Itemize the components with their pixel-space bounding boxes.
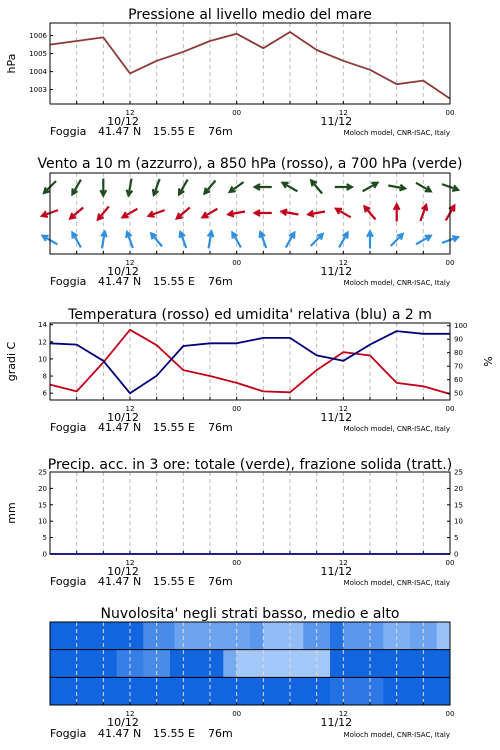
cloud-cell (383, 677, 450, 705)
y-tick-label: 0 (42, 550, 47, 559)
x-tick-label: 00 (445, 259, 455, 267)
y-tick-label-right: 80 (454, 349, 463, 358)
x-tick-label: 00 (232, 405, 242, 413)
location-elev: 76m (208, 125, 233, 138)
x-tick-label: 00 (445, 109, 455, 117)
wind-arrow (208, 232, 214, 249)
y-tick-label: 10 (38, 517, 47, 526)
model-credit: Moloch model, CNR-ISAC, Italy (343, 129, 450, 137)
wind-arrow (311, 181, 322, 194)
wind-arrow (101, 232, 107, 249)
cloud-cell (170, 650, 224, 678)
pressure-line (50, 32, 450, 99)
y-tick-label-right: 50 (454, 389, 463, 398)
chart-title: Vento a 10 m (azzurro), a 850 hPa (rosso), a 700 hPa (verde) (37, 156, 463, 172)
x-tick-label: 12 (125, 259, 135, 267)
x-tick-label: 12 (338, 109, 348, 117)
location-elev: 76m (208, 275, 233, 288)
wind-arrow (101, 179, 107, 196)
cloud-cell (223, 650, 237, 678)
x-tick-label: 12 (338, 559, 348, 567)
y-tick-label-right: 10 (454, 517, 463, 526)
x-tick-label: 00 (445, 710, 455, 718)
x-tick-label: 00 (232, 109, 242, 117)
y-tick-label: 15 (38, 501, 47, 510)
y-tick-label: 1004 (29, 68, 47, 77)
x-tick-label: 00 (232, 710, 242, 718)
x-tick-label: 00 (445, 405, 455, 413)
location-name: Foggia (50, 421, 87, 434)
cloud-cell (143, 622, 174, 650)
cloud-cell (330, 677, 344, 705)
y-tick-label: 25 (38, 468, 47, 477)
y-tick-label-right: 5 (454, 534, 459, 543)
location-lat: 41.47 N (98, 575, 142, 588)
y-tick-label: 1003 (29, 86, 47, 95)
y-tick-label-right: 20 (454, 484, 463, 493)
day-label: 11/12 (320, 115, 353, 128)
location-name: Foggia (50, 125, 87, 138)
cloud-cell (174, 622, 250, 650)
x-tick-label: 12 (338, 259, 348, 267)
cloud-cell (50, 650, 117, 678)
chart-title: Precip. acc. in 3 ore: totale (verde), frazione solida (tratt.) (47, 457, 453, 473)
chart-title: Pressione al livello medio del mare (128, 7, 372, 23)
y-tick-label: 6 (42, 389, 47, 398)
model-credit: Moloch model, CNR-ISAC, Italy (343, 731, 450, 739)
y-tick-label: 10 (38, 355, 47, 364)
location-lat: 41.47 N (98, 727, 142, 740)
y-tick-label: 14 (38, 321, 47, 330)
day-label: 10/12 (107, 716, 139, 729)
x-tick-label: 12 (125, 405, 135, 413)
cloud-cell (330, 622, 344, 650)
day-label: 11/12 (320, 411, 353, 424)
y-tick-label-right: 90 (454, 335, 463, 344)
day-label: 11/12 (320, 565, 353, 578)
model-credit: Moloch model, CNR-ISAC, Italy (343, 279, 450, 287)
cloud-cell (343, 622, 383, 650)
model-credit: Moloch model, CNR-ISAC, Italy (343, 579, 450, 587)
y-tick-label-right: 60 (454, 376, 463, 385)
day-label: 11/12 (320, 265, 353, 278)
x-tick-label: 00 (445, 559, 455, 567)
temperature-line (50, 330, 450, 394)
x-tick-label: 00 (232, 259, 242, 267)
location-lon: 15.55 E (153, 275, 195, 288)
day-label: 10/12 (107, 115, 139, 128)
location-lon: 15.55 E (153, 421, 195, 434)
plot-frame (50, 472, 450, 554)
y-tick-label: 1006 (29, 32, 47, 41)
y-tick-label: 1005 (29, 50, 47, 59)
y-tick-label-right: 0 (454, 550, 459, 559)
location-elev: 76m (208, 421, 233, 434)
day-label: 10/12 (107, 565, 139, 578)
location-lat: 41.47 N (98, 421, 142, 434)
x-tick-label: 12 (125, 710, 135, 718)
x-tick-label: 12 (338, 405, 348, 413)
x-tick-label: 00 (232, 559, 242, 567)
location-lon: 15.55 E (153, 125, 195, 138)
location-name: Foggia (50, 727, 87, 740)
day-label: 10/12 (107, 411, 139, 424)
location-lon: 15.55 E (153, 575, 195, 588)
wind-arrow (367, 232, 373, 249)
y-axis-label: gradi C (5, 341, 18, 382)
y-tick-label: 8 (42, 372, 47, 381)
location-lat: 41.47 N (98, 125, 142, 138)
y-tick-label-right: 25 (454, 468, 463, 477)
x-tick-label: 12 (125, 109, 135, 117)
chart-title: Temperatura (rosso) ed umidita' relativa (blu) a 2 m (68, 307, 432, 323)
cloud-cell (437, 622, 451, 650)
plot-frame (50, 23, 450, 104)
y-tick-label-right: 15 (454, 501, 463, 510)
chart-title: Nuvolosita' negli strati basso, medio e alto (100, 606, 400, 622)
y-axis-label: mm (5, 502, 18, 524)
y-tick-label: 20 (38, 484, 47, 493)
location-elev: 76m (208, 575, 233, 588)
y-axis-label: hPa (5, 53, 18, 74)
location-lon: 15.55 E (153, 727, 195, 740)
location-lat: 41.47 N (98, 275, 142, 288)
cloud-cell (330, 650, 450, 678)
humidity-line (50, 331, 450, 393)
x-tick-label: 12 (338, 710, 348, 718)
y-tick-label-right: 70 (454, 362, 463, 371)
day-label: 11/12 (320, 716, 353, 729)
cloud-cell (50, 677, 330, 705)
y-tick-label-right: 100 (454, 322, 468, 331)
location-name: Foggia (50, 275, 87, 288)
y-tick-label: 5 (42, 534, 47, 543)
cloud-cell (343, 677, 383, 705)
y-axis-label-right: % (482, 356, 495, 367)
cloud-cell (263, 622, 303, 650)
wind-arrow (127, 179, 133, 196)
location-elev: 76m (208, 727, 233, 740)
wind-arrow (394, 205, 400, 222)
location-name: Foggia (50, 575, 87, 588)
cloud-cell (250, 622, 264, 650)
day-label: 10/12 (107, 265, 139, 278)
model-credit: Moloch model, CNR-ISAC, Italy (343, 425, 450, 433)
x-tick-label: 12 (125, 559, 135, 567)
y-tick-label: 12 (38, 338, 47, 347)
